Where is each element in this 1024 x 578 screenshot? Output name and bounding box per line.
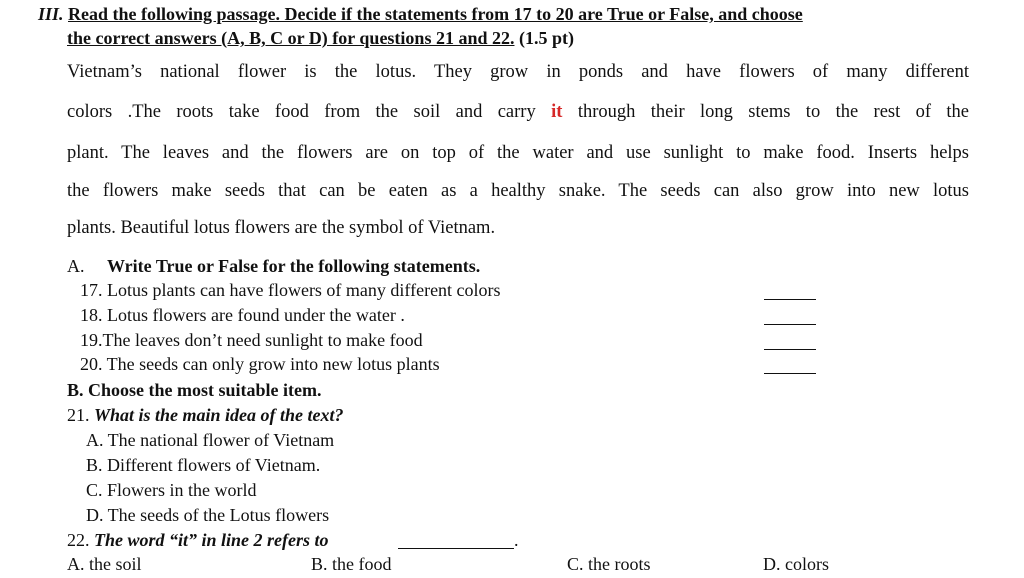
q21-option-a: A. The national flower of Vietnam: [86, 430, 335, 450]
q21-option-d: D. The seeds of the Lotus flowers: [86, 505, 330, 525]
passage-line-4: the flowers make seeds that can be eaten as a healthy snake. The seeds can also grow into new lotus: [67, 181, 969, 201]
statement-19: 19.The leaves don’t need sunlight to make food: [80, 330, 423, 350]
question-21-number: 21.: [67, 405, 90, 425]
exercise-heading-line2: [67, 28, 574, 49]
answer-blank-18[interactable]: [764, 324, 816, 325]
statement-20: 20. The seeds can only grow into new lotus plants: [80, 354, 440, 374]
passage-line-1: Vietnam’s national flower is the lotus. They grow in ponds and have flowers of many different: [67, 62, 969, 82]
passage-line-2: [67, 102, 969, 123]
highlighted-word-it: it: [551, 102, 563, 122]
answer-blank-19[interactable]: [764, 349, 816, 350]
passage-line-2-end: through their long stems to the rest of the: [577, 102, 970, 122]
statement-18: 18. Lotus flowers are found under the water .: [80, 305, 405, 325]
exercise-instruction-line1: Read the following passage. Decide if the statements from 17 to 20 are True or False, and choose: [68, 4, 803, 24]
question-21-text: What is the main idea of the text?: [94, 405, 344, 425]
q22-option-d: D. colors: [763, 554, 829, 574]
q22-option-a: A. the soil: [67, 554, 142, 574]
exercise-instruction-line2: the correct answers (A, B, C or D) for questions 21 and 22.: [67, 28, 515, 48]
section-a-title: Write True or False for the following statements.: [107, 256, 481, 276]
passage-line-3: plant. The leaves and the flowers are on top of the water and use sunlight to make food. Inserts helps: [67, 143, 969, 163]
exercise-heading: [38, 4, 803, 25]
section-a-letter: A.: [67, 256, 85, 276]
question-22: [67, 530, 329, 551]
exercise-number: III.: [38, 4, 64, 24]
passage-line-2-start: colors .The roots take food from the soil and carry: [67, 102, 536, 122]
q21-option-c: C. Flowers in the world: [86, 480, 257, 500]
q21-option-b: B. Different flowers of Vietnam.: [86, 455, 321, 475]
q22-option-c: C. the roots: [567, 554, 651, 574]
q22-option-b: B. the food: [311, 554, 392, 574]
answer-blank-20[interactable]: [764, 373, 816, 374]
question-22-text: The word “it” in line 2 refers to: [94, 530, 329, 550]
question-22-number: 22.: [67, 530, 90, 550]
exercise-points: (1.5 pt): [518, 28, 574, 48]
section-a-heading: [67, 256, 480, 277]
section-b-heading: B. Choose the most suitable item.: [67, 380, 322, 400]
answer-blank-22[interactable]: [398, 548, 514, 549]
answer-blank-17[interactable]: [764, 299, 816, 300]
passage-line-5: plants. Beautiful lotus flowers are the symbol of Vietnam.: [67, 218, 496, 238]
question-21: [67, 405, 344, 426]
statement-17: 17. Lotus plants can have flowers of many different colors: [80, 280, 501, 300]
question-22-end: .: [514, 530, 519, 550]
